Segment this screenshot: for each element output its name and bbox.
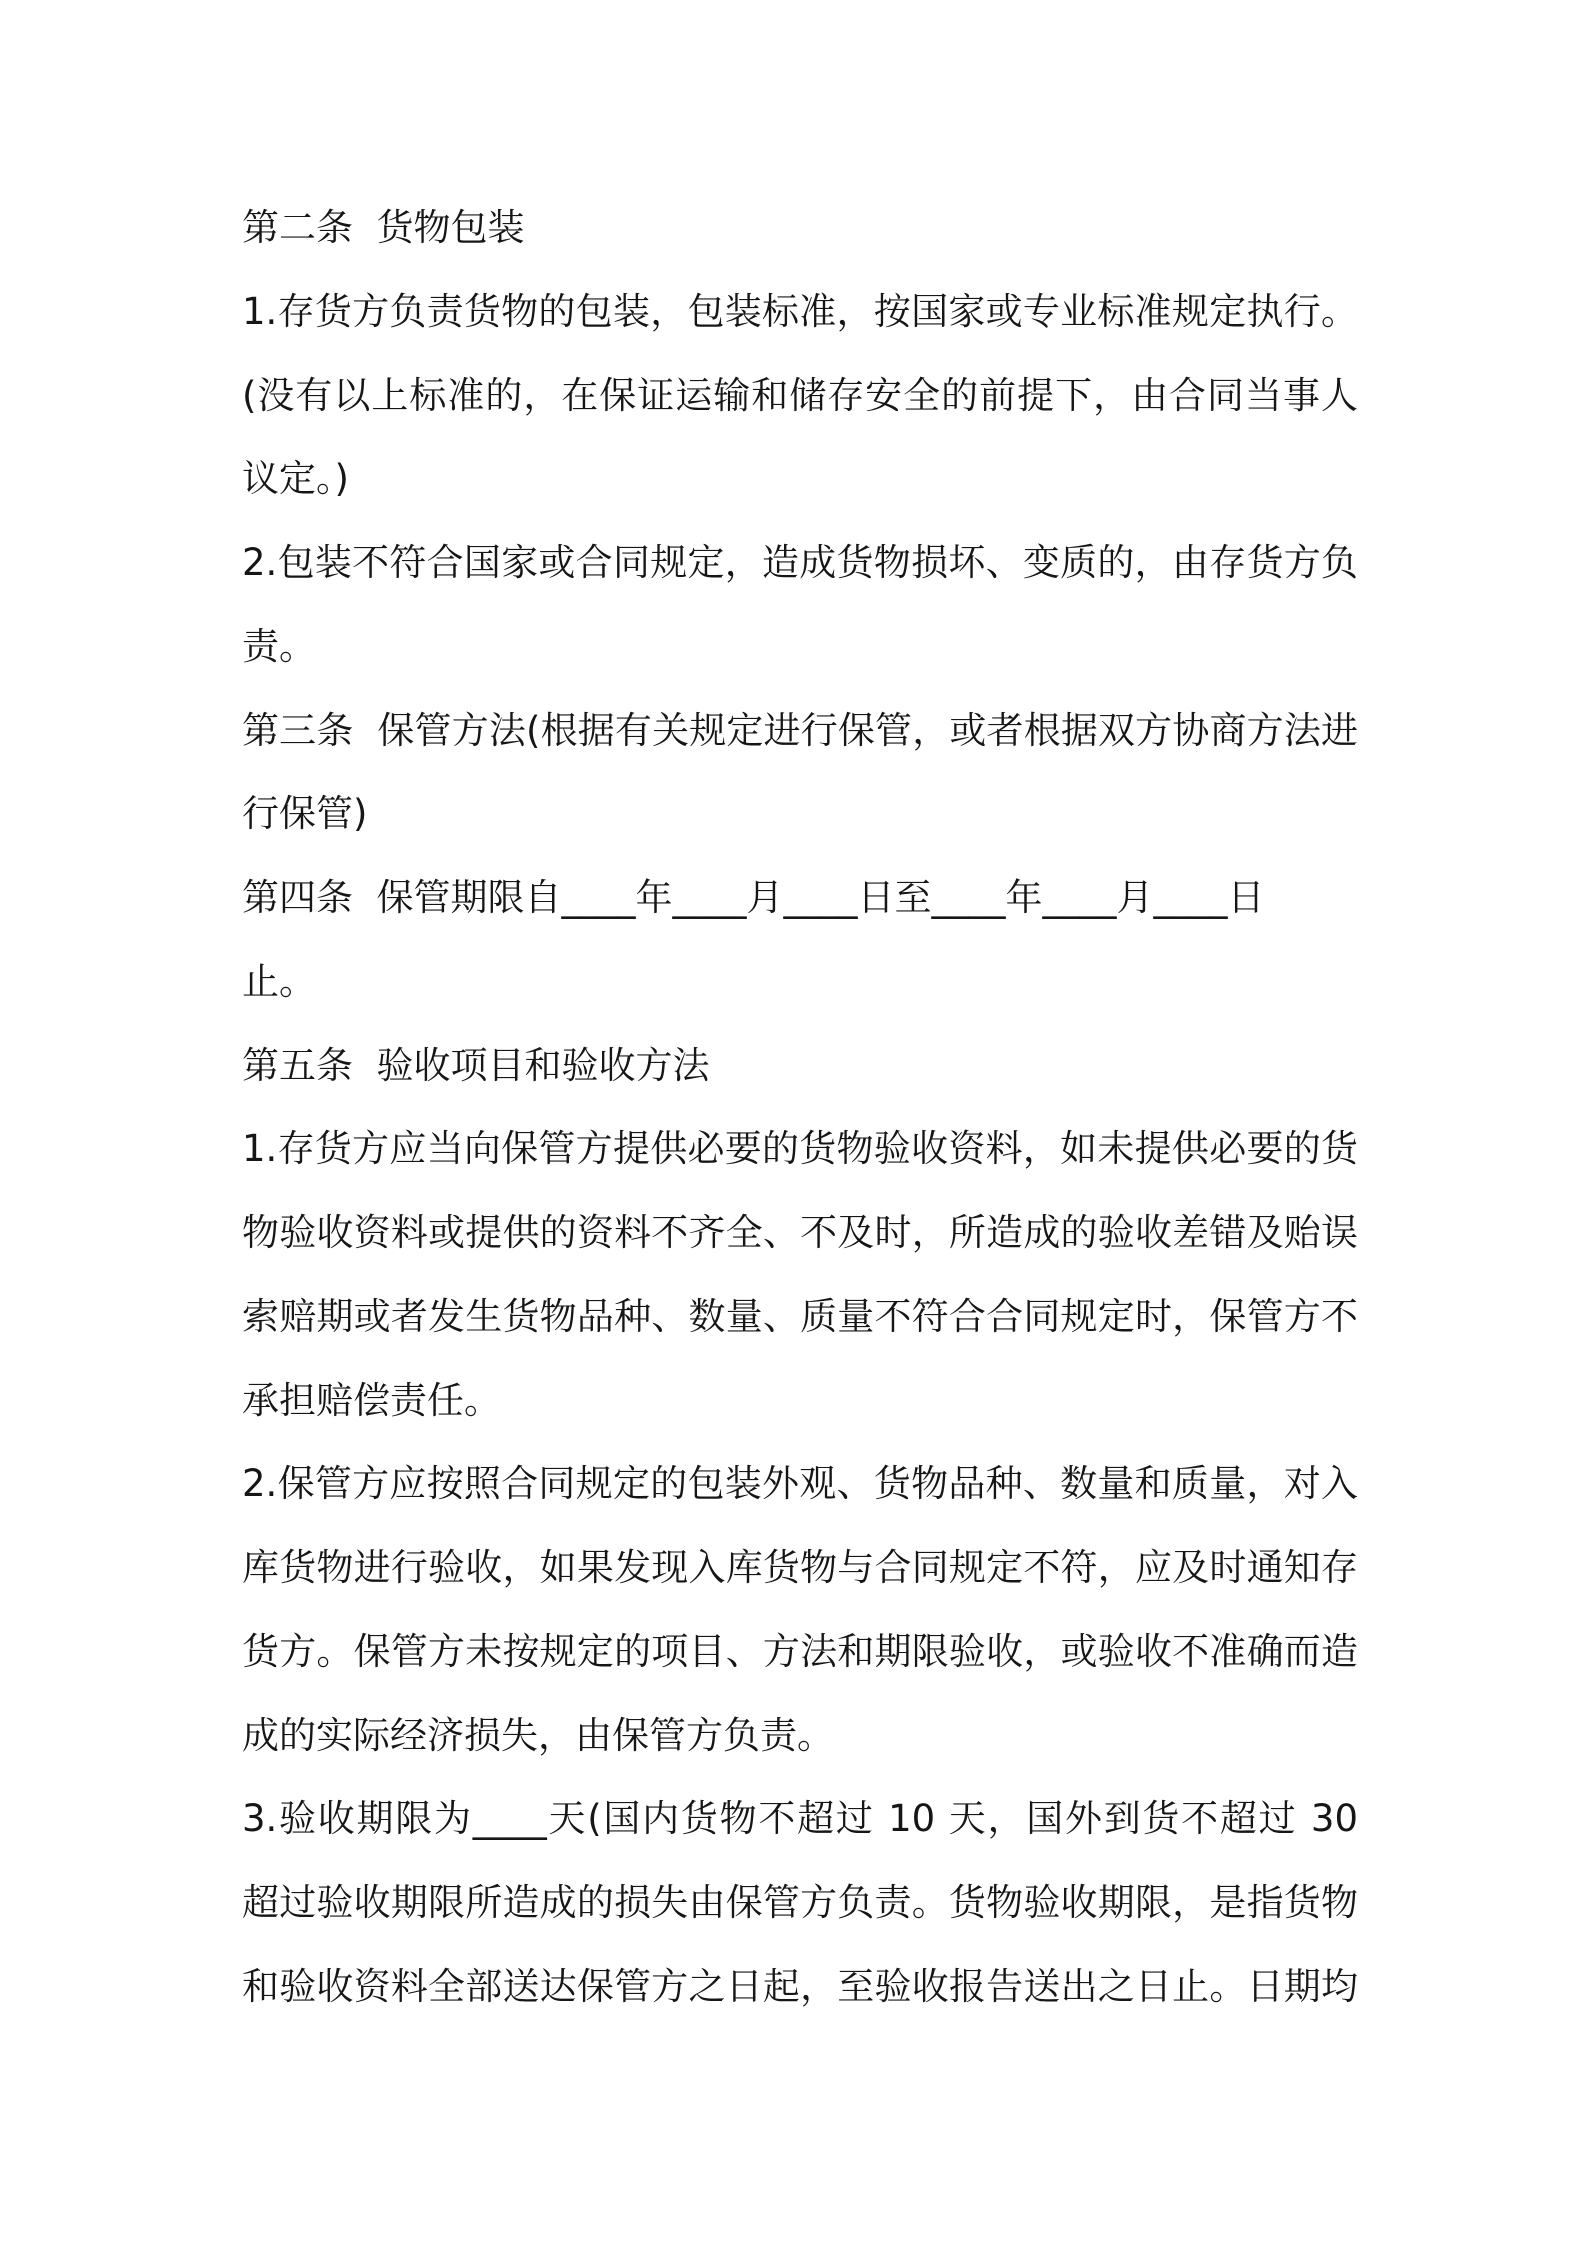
paragraph-inspection-1 <box>242 1107 1358 1442</box>
text-line: 货方。保管方未按规定的项目、方法和期限验收，或验收不准确而造 <box>242 1629 1358 1673</box>
clause-heading-2 <box>242 186 1358 270</box>
clause-heading-5 <box>242 1024 1358 1108</box>
text-line: 库货物进行验收，如果发现入库货物与合同规定不符，应及时通知存 <box>242 1546 1358 1589</box>
text-line: 止。 <box>242 959 316 1003</box>
text-line: 2.包装不符合国家或合同规定，造成货物损坏、变质的，由存货方负 <box>242 541 1358 584</box>
text-line: 责。 <box>242 624 316 668</box>
text-line: 议定。) <box>242 457 349 501</box>
text-line: 3.验收期限为____天(国内货物不超过 10 天，国外到货不超过 30 <box>242 1797 1358 1841</box>
text-line: 承担赔偿责任。 <box>242 1378 501 1422</box>
text-line: 行保管) <box>242 792 368 836</box>
text-line: (没有以上标准的，在保证运输和储存安全的前提下，由合同当事人 <box>242 373 1358 417</box>
text-line: 1.存货方负责货物的包装，包装标准，按国家或专业标准规定执行。 <box>242 289 1358 333</box>
clause-heading-3 <box>242 689 1358 857</box>
text-line: 成的实际经济损失，由保管方负责。 <box>242 1713 834 1757</box>
document-body <box>242 186 1358 2029</box>
text-line: 和验收资料全部送达保管方之日起，至验收报告送出之日止。日期均 <box>242 1964 1358 2008</box>
paragraph-packaging-2 <box>242 521 1358 689</box>
paragraph-packaging-1 <box>242 270 1358 521</box>
text-line: 第三条 保管方法(根据有关规定进行保管，或者根据双方协商方法进 <box>242 708 1358 752</box>
paragraph-inspection-2 <box>242 1442 1358 1777</box>
text-line: 1.存货方应当向保管方提供必要的货物验收资料，如未提供必要的货 <box>242 1127 1358 1171</box>
clause-heading-4 <box>242 856 1358 1024</box>
text-line: 超过验收期限所造成的损失由保管方负责。货物验收期限，是指货物 <box>242 1881 1358 1924</box>
text-line: 第二条 货物包装 <box>242 206 525 249</box>
text-line: 第五条 验收项目和验收方法 <box>242 1043 710 1087</box>
text-line: 第四条 保管期限自____年____月____日至____年____月____日 <box>242 876 1265 919</box>
text-line: 索赔期或者发生货物品种、数量、质量不符合合同规定时，保管方不 <box>242 1294 1358 1338</box>
text-line: 物验收资料或提供的资料不齐全、不及时，所造成的验收差错及贻误 <box>242 1211 1358 1254</box>
paragraph-inspection-3 <box>242 1777 1358 2028</box>
text-line: 2.保管方应按照合同规定的包装外观、货物品种、数量和质量，对入 <box>242 1462 1358 1506</box>
